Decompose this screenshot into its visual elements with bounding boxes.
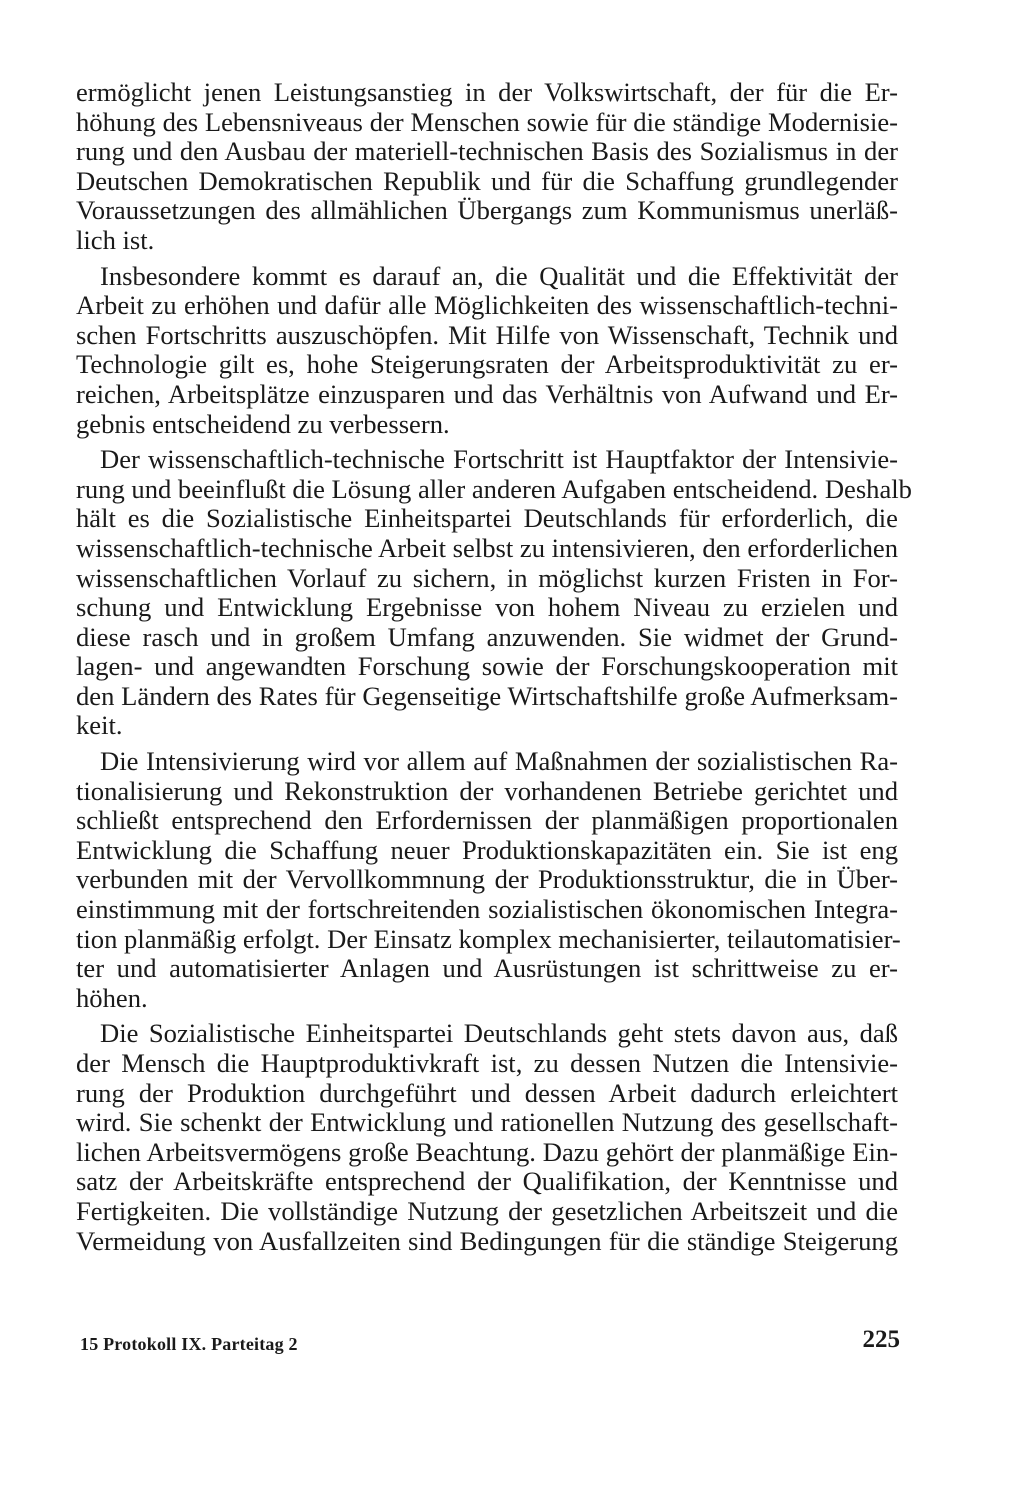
page-number: 225 [862, 1326, 900, 1353]
text-line: einstimmung mit der fortschreitenden sozialistischen ökonomischen Integra- [76, 894, 898, 925]
text-line: Die Intensivierung wird vor allem auf Maßnahmen der sozialistischen Ra- [100, 746, 898, 777]
text-line: wissenschaftlich-technische Arbeit selbst zu intensivieren, den erforderlichen [76, 532, 898, 563]
text-line: tionalisierung und Rekonstruktion der vorhandenen Betriebe gerichtet und [76, 775, 898, 806]
text-line: höhung des Lebensniveaus der Menschen sowie für die ständige Modernisie- [76, 106, 898, 137]
text-line: den Ländern des Rates für Gegenseitige Wirtschaftshilfe große Aufmerksam- [76, 680, 898, 711]
text-line: Voraussetzungen des allmählichen Übergangs zum Kommunismus unerläß- [76, 195, 898, 226]
text-line: diese rasch und in großem Umfang anzuwenden. Sie widmet der Grund- [76, 621, 898, 652]
text-line: Entwicklung die Schaffung neuer Produktionskapazitäten ein. Sie ist eng [76, 834, 898, 865]
text-line: Der wissenschaftlich-technische Fortschritt ist Hauptfaktor der Intensivie- [100, 444, 898, 475]
text-line: Vermeidung von Ausfallzeiten sind Bedingungen für die ständige Steigerung [76, 1225, 898, 1256]
paragraph [76, 746, 901, 1013]
text-line: Insbesondere kommt es darauf an, die Qualität und die Effektivität der [100, 260, 898, 291]
text-line: schung und Entwicklung Ergebnisse von hohem Niveau zu erzielen und [76, 592, 898, 623]
text-line: Arbeit zu erhöhen und dafür alle Möglichkeiten des wissenschaftlich-techni- [76, 290, 898, 321]
text-line: ter und automatisierter Anlagen und Ausrüstungen ist schrittweise zu er- [76, 953, 898, 984]
text-line: reichen, Arbeitsplätze einzusparen und das Verhältnis von Aufwand und Er- [76, 378, 898, 409]
text-line: Fertigkeiten. Die vollständige Nutzung der gesetzlichen Arbeitszeit und die [76, 1195, 898, 1226]
text-line: wissenschaftlichen Vorlauf zu sichern, in möglichst kurzen Fristen in For- [76, 562, 898, 593]
text-line: schließt entsprechend den Erfordernissen der planmäßigen proportionalen [76, 805, 898, 836]
page-body [76, 77, 912, 1256]
text-line: Technologie gilt es, hohe Steigerungsraten der Arbeitsproduktivität zu er- [76, 349, 898, 380]
text-line: rung und den Ausbau der materiell-technischen Basis des Sozialismus in der [76, 136, 898, 167]
text-line: Deutschen Demokratischen Republik und für die Schaffung grundlegender [76, 165, 898, 196]
text-line: verbunden mit der Vervollkommnung der Produktionsstruktur, die in Über- [76, 864, 898, 895]
text-line: ermöglicht jenen Leistungsanstieg in der Volkswirtschaft, der für die Er- [76, 77, 898, 107]
printer-signature: 15 Protokoll IX. Parteitag 2 [80, 1334, 298, 1354]
text-line: gebnis entscheidend zu verbessern. [76, 408, 450, 439]
text-line: satz der Arbeitskräfte entsprechend der Qualifikation, der Kenntnisse und [76, 1166, 898, 1197]
text-line: keit. [76, 710, 123, 741]
paragraph [76, 444, 912, 741]
text-line: schen Fortschritts auszuschöpfen. Mit Hilfe von Wissenschaft, Technik und [76, 319, 898, 350]
text-line: der Mensch die Hauptproduktivkraft ist, zu dessen Nutzen die Intensivie- [76, 1048, 898, 1078]
text-line: rung und beeinflußt die Lösung aller anderen Aufgaben entscheidend. Deshalb [76, 473, 912, 504]
text-line: Die Sozialistische Einheitspartei Deutschlands geht stets davon aus, daß [100, 1018, 898, 1049]
paragraph [76, 78, 898, 256]
page-footer [80, 1326, 900, 1358]
text-line: höhen. [76, 982, 148, 1013]
text-line: lagen- und angewandten Forschung sowie der Forschungskooperation mit [76, 651, 898, 682]
paragraph [76, 1019, 898, 1256]
text-line: tion planmäßig erfolgt. Der Einsatz komplex mechanisierter, teilautomatisier- [76, 923, 901, 954]
paragraph [76, 262, 898, 440]
text-line: lichen Arbeitsvermögens große Beachtung. Dazu gehört der planmäßige Ein- [76, 1136, 898, 1167]
text-line: lich ist. [76, 224, 155, 255]
text-line: rung der Produktion durchgeführt und dessen Arbeit dadurch erleichtert [76, 1077, 898, 1108]
text-line: hält es die Sozialistische Einheitspartei Deutschlands für erforderlich, die [76, 503, 898, 534]
text-line: wird. Sie schenkt der Entwicklung und rationellen Nutzung des gesellschaft- [76, 1107, 898, 1138]
